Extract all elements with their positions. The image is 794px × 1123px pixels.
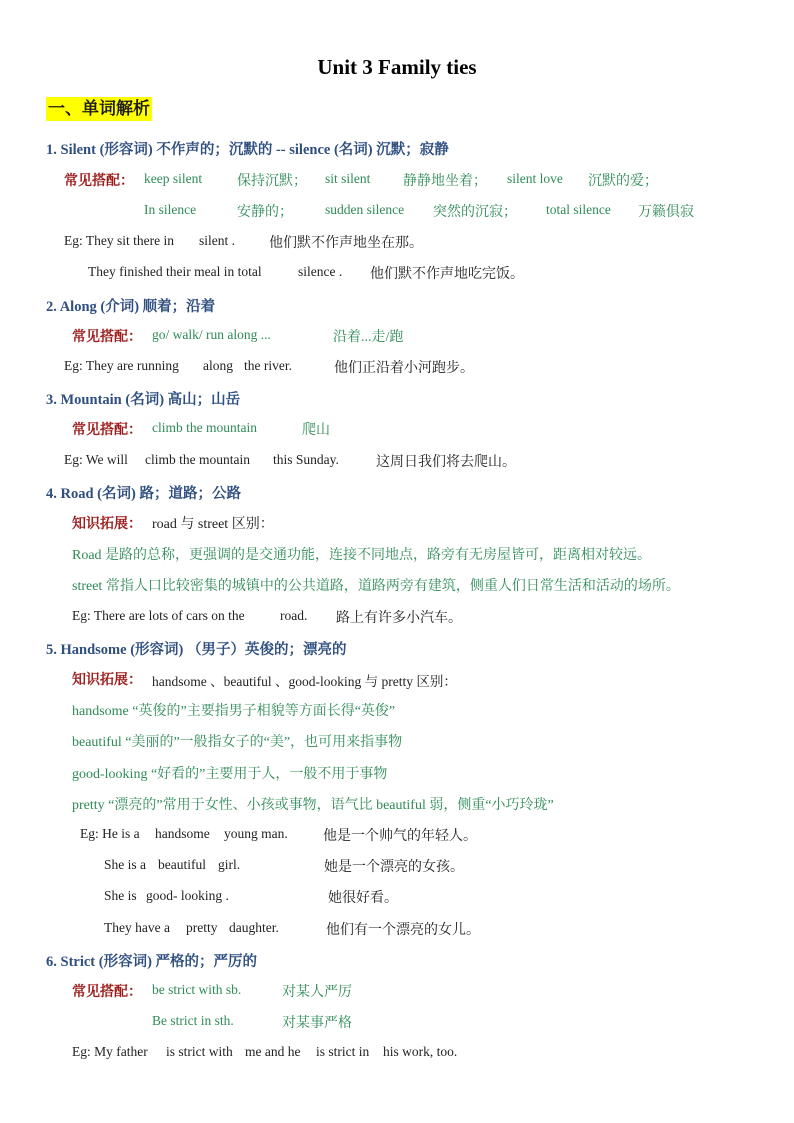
example-sentence: She is (104, 888, 137, 903)
page-title: Unit 3 Family ties (317, 55, 477, 79)
example-sentence: Eg: There are lots of cars on the (72, 608, 245, 623)
collocation-label: 常见搭配： (64, 174, 134, 189)
collocation: sudden silence (325, 202, 405, 217)
collocation-label: 常见搭配： (72, 423, 142, 438)
explanation-handsome: handsome “英俊的”主要指男子相貌等方面长得“英俊” (72, 704, 396, 719)
example-sentence: Eg: We will (64, 452, 128, 467)
collocation-meaning: 静静地坐着； (403, 174, 487, 189)
example-translation: 她很好看。 (328, 891, 398, 906)
collocation: silent love (507, 171, 563, 186)
knowledge-label: 知识拓展： (72, 673, 142, 688)
example-sentence: Eg: They sit there in (64, 233, 174, 248)
collocation-meaning: 万籁俱寂 (638, 205, 694, 220)
example-keyword: is strict with (166, 1044, 233, 1059)
section-heading: 一、单词解析 (46, 97, 152, 121)
example-sentence: Eg: They are running (64, 358, 179, 373)
example-sentence: They have a (104, 920, 170, 935)
collocation-meaning: 安静的； (237, 205, 293, 220)
collocation: sit silent (325, 171, 371, 186)
knowledge-topic: road 与 street 区别： (152, 517, 274, 532)
collocation-meaning: 沉默的爱； (588, 174, 658, 189)
word-1-collocations-1 (64, 170, 134, 190)
word-3-heading: 3. Mountain (名词) 高山；山岳 (46, 392, 241, 408)
example-keyword: handsome (155, 826, 210, 841)
example-translation: 他是一个帅气的年轻人。 (323, 829, 477, 844)
example-keyword: climb the mountain (145, 452, 250, 467)
collocation: be strict with sb. (152, 982, 242, 997)
collocation-meaning: 对某事严格 (282, 1016, 352, 1031)
example-translation: 他们默不作声地坐在那。 (269, 236, 423, 251)
word-5-heading: 5. Handsome (形容词) （男子）英俊的；漂亮的 (46, 642, 347, 658)
collocation: In silence (144, 202, 197, 217)
example-translation: 路上有许多小汽车。 (336, 611, 462, 626)
example-sentence: They finished their meal in total (88, 264, 262, 279)
example-translation: 这周日我们将去爬山。 (376, 455, 516, 470)
example-keyword: silence . (298, 264, 343, 279)
example-keyword: pretty (186, 920, 218, 935)
example-sentence-end: this Sunday. (273, 452, 339, 467)
example-sentence-end: the river. (244, 358, 292, 373)
collocation-meaning: 爬山 (302, 423, 330, 438)
example-translation: 她是一个漂亮的女孩。 (324, 860, 464, 875)
word-6-heading: 6. Strict (形容词) 严格的；严厉的 (46, 954, 258, 970)
explanation-road: Road 是路的总称，更强调的是交通功能，连接不同地点，路旁有无房屋皆可，距离相对较远。 (72, 548, 652, 563)
word-2-heading: 2. Along (介词) 顺着；沿着 (46, 299, 216, 315)
collocation-meaning: 保持沉默； (237, 174, 307, 189)
knowledge-topic: handsome 、beautiful 、good-looking 与 pretty 区别： (152, 674, 457, 689)
example-sentence-end: daughter. (229, 920, 279, 935)
collocation: Be strict in sth. (152, 1013, 234, 1028)
collocation-meaning: 对某人严厉 (282, 985, 352, 1000)
example-translation: 他们正沿着小河跑步。 (334, 361, 474, 376)
collocation: keep silent (144, 171, 203, 186)
example-keyword: beautiful (158, 857, 206, 872)
word-1-heading: 1. Silent (形容词) 不作声的；沉默的 -- silence (名词) 沉默；寂静 (46, 142, 449, 158)
collocation: climb the mountain (152, 420, 257, 435)
example-sentence: She is a (104, 857, 146, 872)
explanation-street: street 常指人口比较密集的城镇中的公共道路，道路两旁有建筑，侧重人们日常生活和活动的场所。 (72, 579, 680, 594)
collocation-meaning: 突然的沉寂； (433, 205, 517, 220)
example-sentence: Eg: He is a (80, 826, 140, 841)
example-keyword: road. (280, 608, 308, 623)
knowledge-label: 知识拓展： (72, 517, 142, 532)
example-sentence-middle: me and he (245, 1044, 301, 1059)
collocation-label: 常见搭配： (72, 330, 142, 345)
example-sentence-end: girl. (218, 857, 241, 872)
example-keyword: silent . (199, 233, 235, 248)
example-keyword: good- looking . (146, 888, 229, 903)
explanation-pretty: pretty “漂亮的”常用于女性、小孩或事物，语气比 beautiful 弱，侧重“小巧玲珑” (72, 798, 554, 813)
collocation: total silence (546, 202, 611, 217)
example-translation: 他们有一个漂亮的女儿。 (326, 923, 480, 938)
example-sentence: Eg: My father (72, 1044, 148, 1059)
example-translation: 他们默不作声地吃完饭。 (370, 267, 524, 282)
collocation-meaning: 沿着...走/跑 (333, 330, 404, 345)
example-sentence-end: his work, too. (383, 1044, 458, 1059)
example-sentence-end: young man. (224, 826, 288, 841)
example-keyword: along (203, 358, 233, 373)
word-4-heading: 4. Road (名词) 路；道路；公路 (46, 486, 241, 502)
example-keyword: is strict in (316, 1044, 370, 1059)
collocation: go/ walk/ run along ... (152, 327, 271, 342)
explanation-beautiful: beautiful “美丽的”一般指女子的“美”，也可用来指事物 (72, 735, 403, 750)
collocation-label: 常见搭配： (72, 985, 142, 1000)
explanation-good-looking: good-looking “好看的”主要用于人，一般不用于事物 (72, 767, 388, 782)
